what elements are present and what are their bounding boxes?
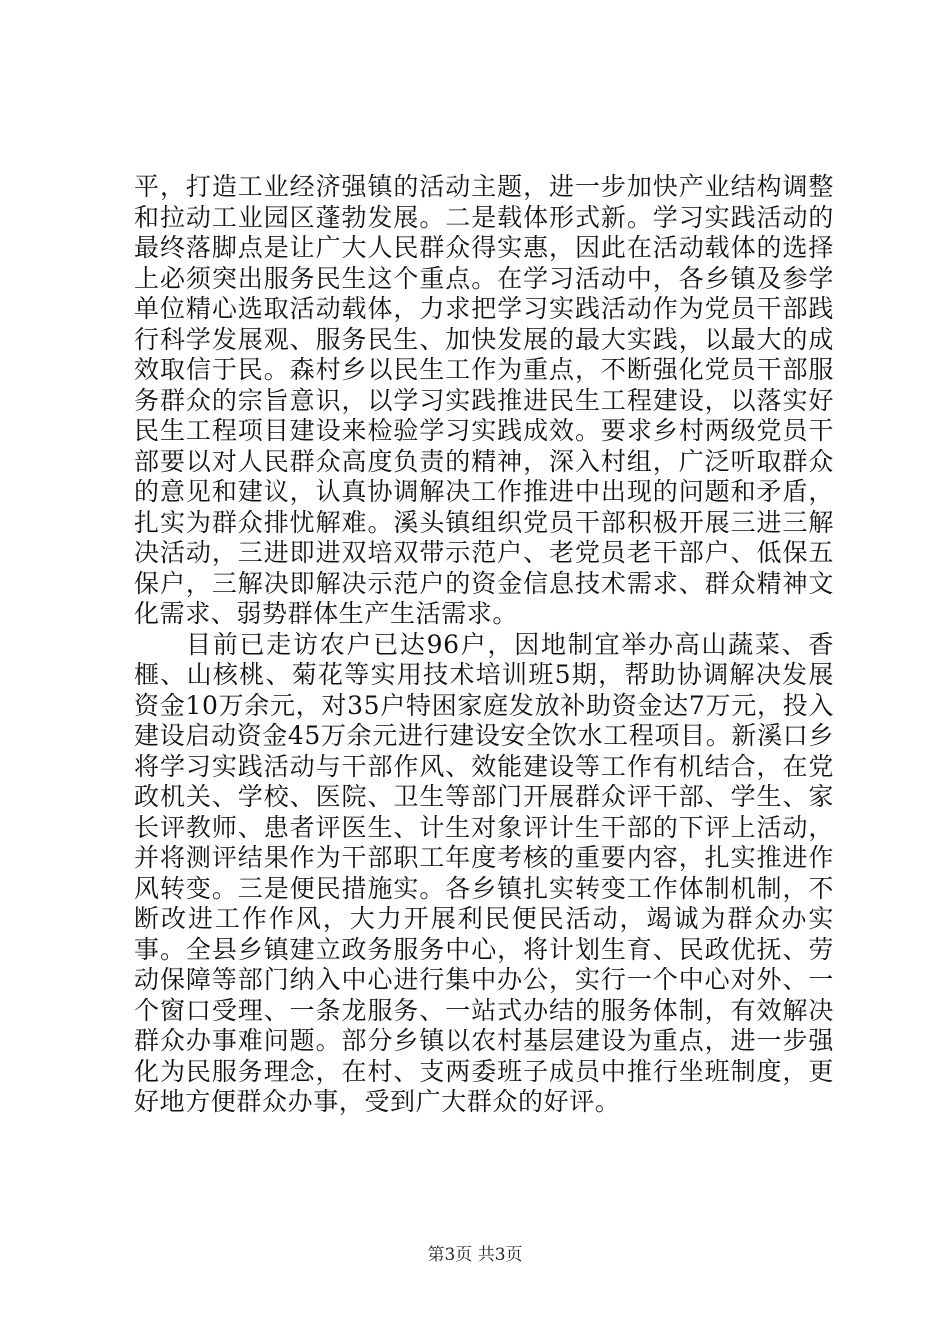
page-footer: 第3页 共3页 <box>427 1245 523 1265</box>
paragraph-continuation: 平，打造工业经济强镇的活动主题，进一步加快产业结构调整和拉动工业园区蓬勃发展。二是载体形式新。学习实践活动的最终落脚点是让广大人民群众得实惠，因此在活动载体的选择上必须突出服务民生这个重点。在学习活动中，各乡镇及参学单位精心选取活动载体，力求把学习实践活动作为党员干部践行科学发展观、服务民生、加快发展的最大实践，以最大的成效取信于民。森村乡以民生工作为重点，不断强化党员干部服务群众的宗旨意识，以学习实践推进民生工程建设，以落实好民生工程项目建设来检验学习实践成效。要求乡村两级党员干部要以对人民群众高度负责的精神，深入村组，广泛听取群众的意见和建议，认真协调解决工作推进中出现的问题和矛盾，扎实为群众排忧解难。溪头镇组织党员干部积极开展三进三解决活动，三进即进双培双带示范户、老党员老干部户、低保五保户，三解决即解决示范户的资金信息技术需求、群众精神文化需求、弱势群体生产生活需求。 <box>134 172 834 628</box>
document-body <box>134 172 834 1118</box>
paragraph-second: 目前已走访农户已达96户，因地制宜举办高山蔬菜、香榧、山核桃、菊花等实用技术培训班5期，帮助协调解决发展资金10万余元，对35户特困家庭发放补助资金达7万元，投入建设启动资金45万余元进行建设安全饮水工程项目。新溪口乡将学习实践活动与干部作风、效能建设等工作有机结合，在党政机关、学校、医院、卫生等部门开展群众评干部、学生、家长评教师、患者评医生、计生对象评计生干部的下评上活动，并将测评结果作为干部职工年度考核的重要内容，扎实推进作风转变。三是便民措施实。各乡镇扎实转变工作体制机制，不断改进工作作风，大力开展利民便民活动，竭诚为群众办实事。全县乡镇建立政务服务中心，将计划生育、民政优抚、劳动保障等部门纳入中心进行集中办公，实行一个中心对外、一个窗口受理、一条龙服务、一站式办结的服务体制，有效解决群众办事难问题。部分乡镇以农村基层建设为重点，进一步强化为民服务理念，在村、支两委班子成员中推行坐班制度，更好地方便群众办事，受到广大群众的好评。 <box>134 629 834 1116</box>
